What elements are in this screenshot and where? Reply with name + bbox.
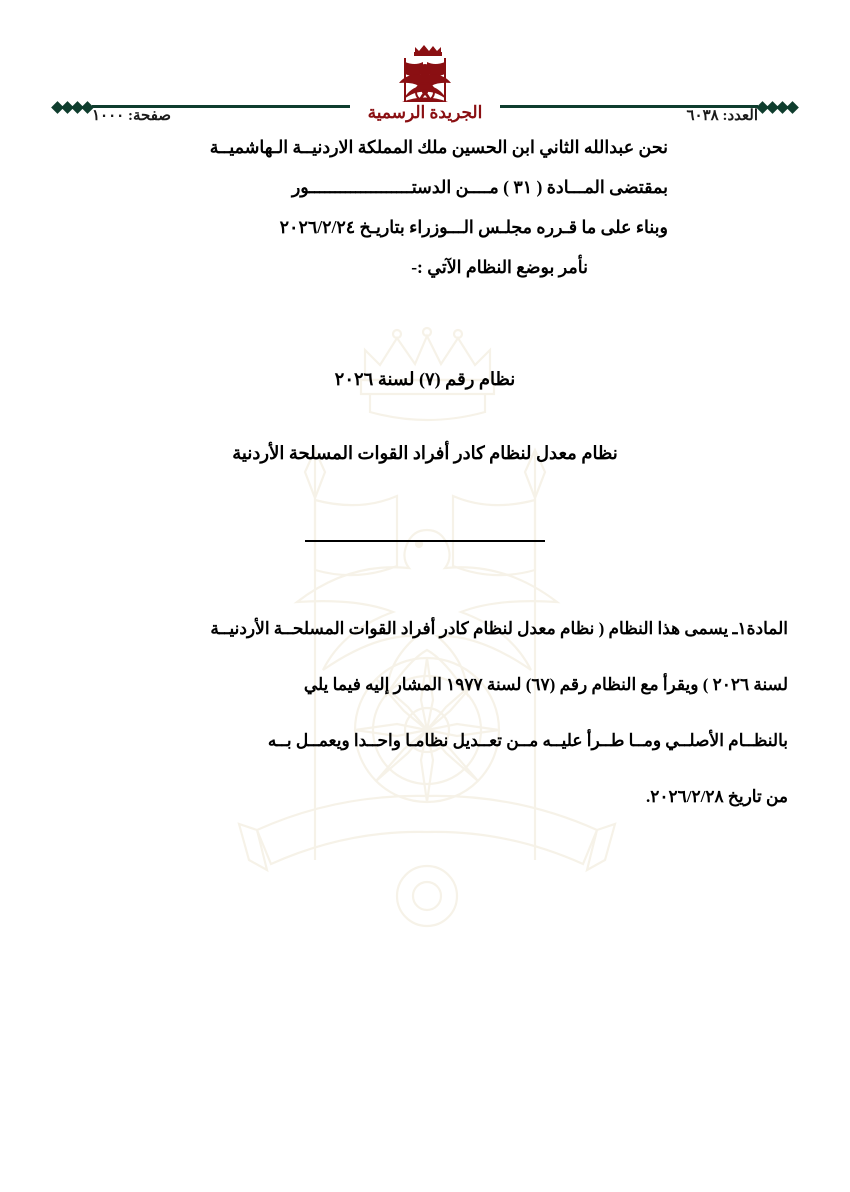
coat-of-arms-icon xyxy=(397,44,453,110)
document-body xyxy=(62,132,788,838)
article-line-1: المادة١ـ يسمى هذا النظام ( نظام معدل لنظام كادر أفراد القوات المسلحــة الأردنيــة xyxy=(210,619,788,638)
preamble-line-2: بمقتضى المـــادة ( ٣١ ) مــــن الدستــــــــــــــــــــور xyxy=(291,177,668,197)
article-line-2: لسنة ٢٠٢٦ ) ويقرأ مع النظام رقم (٦٧) لسنة ١٩٧٧ المشار إليه فيما يلي xyxy=(303,675,788,694)
preamble-line-1: نحن عبدالله الثاني ابن الحسين ملك المملكة الاردنيــة الـهاشميــة xyxy=(209,137,668,157)
preamble-block xyxy=(62,132,788,282)
preamble-line-3: وبناء على ما قـرره مجلـس الـــوزراء بتاريـخ ٢٠٢٦/٢/٢٤ xyxy=(279,217,668,237)
article-line-3: بالنظــام الأصلــي ومــا طــرأ عليــه مــن تعــديل نظامـا واحــدا ويعمــل بــه xyxy=(267,731,788,750)
regulation-title: نظام معدل لنظام كادر أفراد القوات المسلحة الأردنية xyxy=(232,443,618,463)
gazette-title: الجريدة الرسمية xyxy=(350,102,500,124)
issue-number: العدد: ٦٠٣٨ xyxy=(686,108,758,124)
regulation-number: نظام رقم (٧) لسنة ٢٠٢٦ xyxy=(334,369,516,389)
article-1-block xyxy=(62,614,788,812)
page-number: صفحة: ١٠٠٠ xyxy=(92,108,172,124)
article-line-4: من تاريخ ٢٠٢٦/٢/٢٨. xyxy=(646,787,788,806)
preamble-line-4: نأمر بوضع النظام الآتي :- xyxy=(411,257,588,277)
